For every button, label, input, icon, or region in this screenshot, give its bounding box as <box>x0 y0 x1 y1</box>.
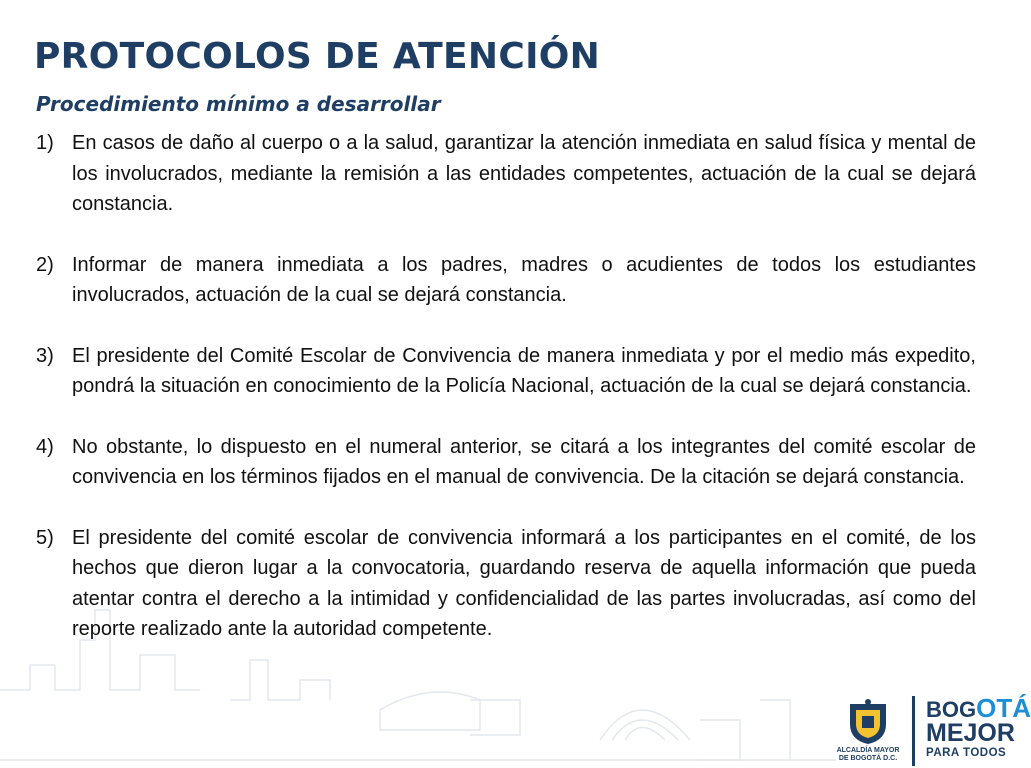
logo-divider <box>912 696 915 766</box>
alcaldia-line2: DE BOGOTÁ D.C. <box>838 755 898 762</box>
brand-para-todos: PARA TODOS <box>926 747 1007 759</box>
page-title: PROTOCOLOS DE ATENCIÓN <box>34 36 601 77</box>
item-number: 4) <box>36 435 54 458</box>
list-item <box>36 432 976 493</box>
coat-of-arms-icon <box>842 698 894 746</box>
list-item <box>36 128 976 220</box>
item-number: 5) <box>36 526 54 549</box>
item-text: No obstante, lo dispuesto en el numeral anterior, se citará a los integrantes del comité escolar de convivencia en los términos fijados en el manual de convivencia. De la citación se dejará constancia. <box>72 435 976 488</box>
item-number: 1) <box>36 132 54 154</box>
procedure-list <box>36 128 976 675</box>
item-text: En casos de daño al cuerpo o a la salud, garantizar la atención inmediata en salud física y mental de los involucrados, mediante la remisión a las entidades competentes, actuación de la cual se dejará constancia. <box>72 132 976 215</box>
item-text: Informar de manera inmediata a los padres, madres o acudientes de todos los estudiantes involucrados, actuación de la cual se dejará constancia. <box>72 253 976 306</box>
brand-bog: BOG <box>926 697 977 722</box>
item-text: El presidente del Comité Escolar de Convivencia de manera inmediata y por el medio más expedito, pondrá la situación en conocimiento de la Policía Nacional, actuación de la cual se dejará constancia. <box>72 344 976 397</box>
alcaldia-label <box>836 747 900 763</box>
list-item <box>36 341 976 402</box>
brand-mejor: MEJOR <box>926 719 1015 747</box>
brand-ota: OTÁ <box>976 693 1031 723</box>
list-item <box>36 250 976 311</box>
bogota-logo <box>836 690 1031 768</box>
item-text: El presidente del comité escolar de convivencia informará a los participantes en el comité, de los hechos que dieron lugar a la convocatoria, guardando reserva de aquella información que pueda atentar contra el derecho a la intimidad y confidencialidad de las partes involucradas, así como del reporte realizado ante la autoridad competente. <box>72 526 976 640</box>
item-number: 2) <box>36 253 54 276</box>
page-subtitle: Procedimiento mínimo a desarrollar <box>36 92 441 116</box>
item-number: 3) <box>36 344 54 367</box>
alcaldia-line1: ALCALDÍA MAYOR <box>836 747 900 754</box>
list-item <box>36 523 976 645</box>
